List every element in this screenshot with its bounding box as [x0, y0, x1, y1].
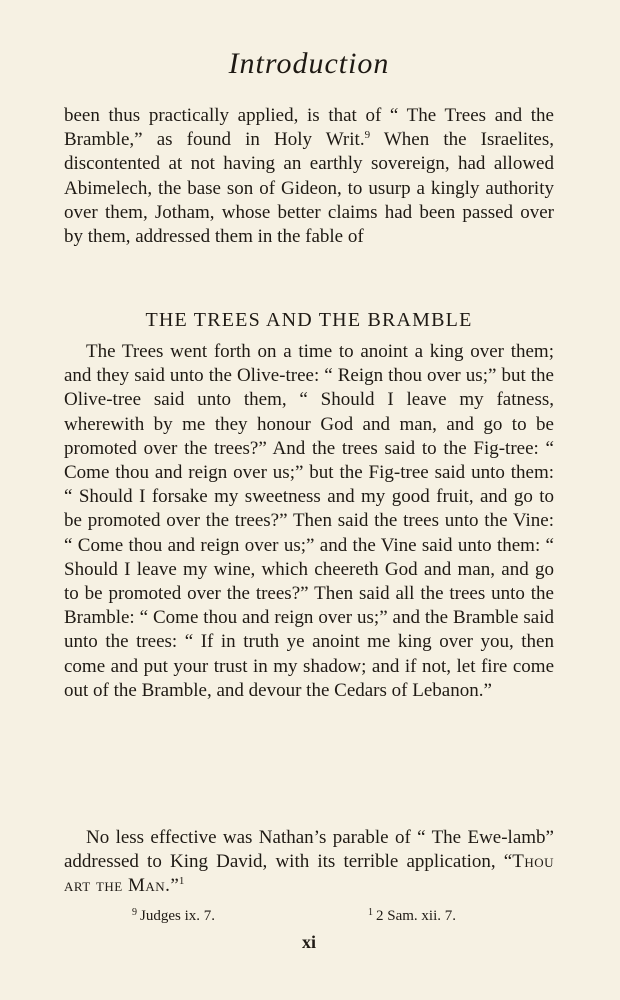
footnote-9 [132, 905, 215, 927]
nathan-paragraph-text: No less effective was Nathan’s parable of “ The Ewe-lamb” addressed to King David, with its terrible application, “ [64, 827, 554, 873]
footnote-1 [368, 905, 456, 927]
intro-paragraph-text-continued: When the Israelites, discontented at not having an earthly sovereign, had allowed Abimelech, the base son of Gideon, to usurp a kingly authority over them, Jotham, whose better claims had been passed over by them, addressed them in the fable of [64, 129, 554, 248]
intro-paragraph-text: been thus practically applied, is that of “ The Trees and the Bramble,” as found in Holy Writ. [64, 105, 554, 151]
fable-text: The Trees went forth on a time to anoint a king over them; and they said unto the Olive-tree: “ Reign thou over us;” but the Olive-tree said unto them, “ Should I leave my fatness, wherewith by me they honour God and man, and go to be promoted over the trees?” And the trees said to the Fig-tree: “ Come thou and reign over us;” but the Fig-tree said unto them: “ Should I forsake my sweetness and my good fruit, and go to be promoted over the trees?” Then said the trees unto the Vine: “ Come thou and reign over us;” and the Vine said unto them: “ Should I leave my wine, which cheereth God and man, and go to be promoted over the trees?” Then said all the trees unto the Bramble: “ Come thou and reign over us;” and the Bramble said unto the trees: “ If in truth ye anoint me king over you, then come and put your trust in my shadow; and if not, let fire come out of the Bramble, and devour the Cedars of Lebanon.” [64, 341, 554, 701]
intro-paragraph [64, 104, 554, 249]
page-body [64, 0, 554, 1000]
footnote-text: Judges ix. 7. [140, 908, 215, 924]
footnote-mark: 1 [368, 907, 373, 918]
nathan-quote-close: ” [170, 875, 179, 897]
nathan-quote-small-caps: Thou art the Man. [64, 851, 554, 897]
page-number: xi [301, 932, 316, 952]
footnotes [64, 905, 554, 927]
footnote-text: 2 Sam. xii. 7. [376, 908, 457, 924]
nathan-paragraph [64, 826, 554, 899]
footnote-reference-1: 1 [178, 875, 185, 888]
fable-heading: THE TREES AND THE BRAMBLE [145, 309, 473, 331]
running-head: Introduction [228, 47, 390, 80]
footnote-mark: 9 [132, 907, 137, 918]
footnote-reference-9: 9 [364, 129, 371, 142]
